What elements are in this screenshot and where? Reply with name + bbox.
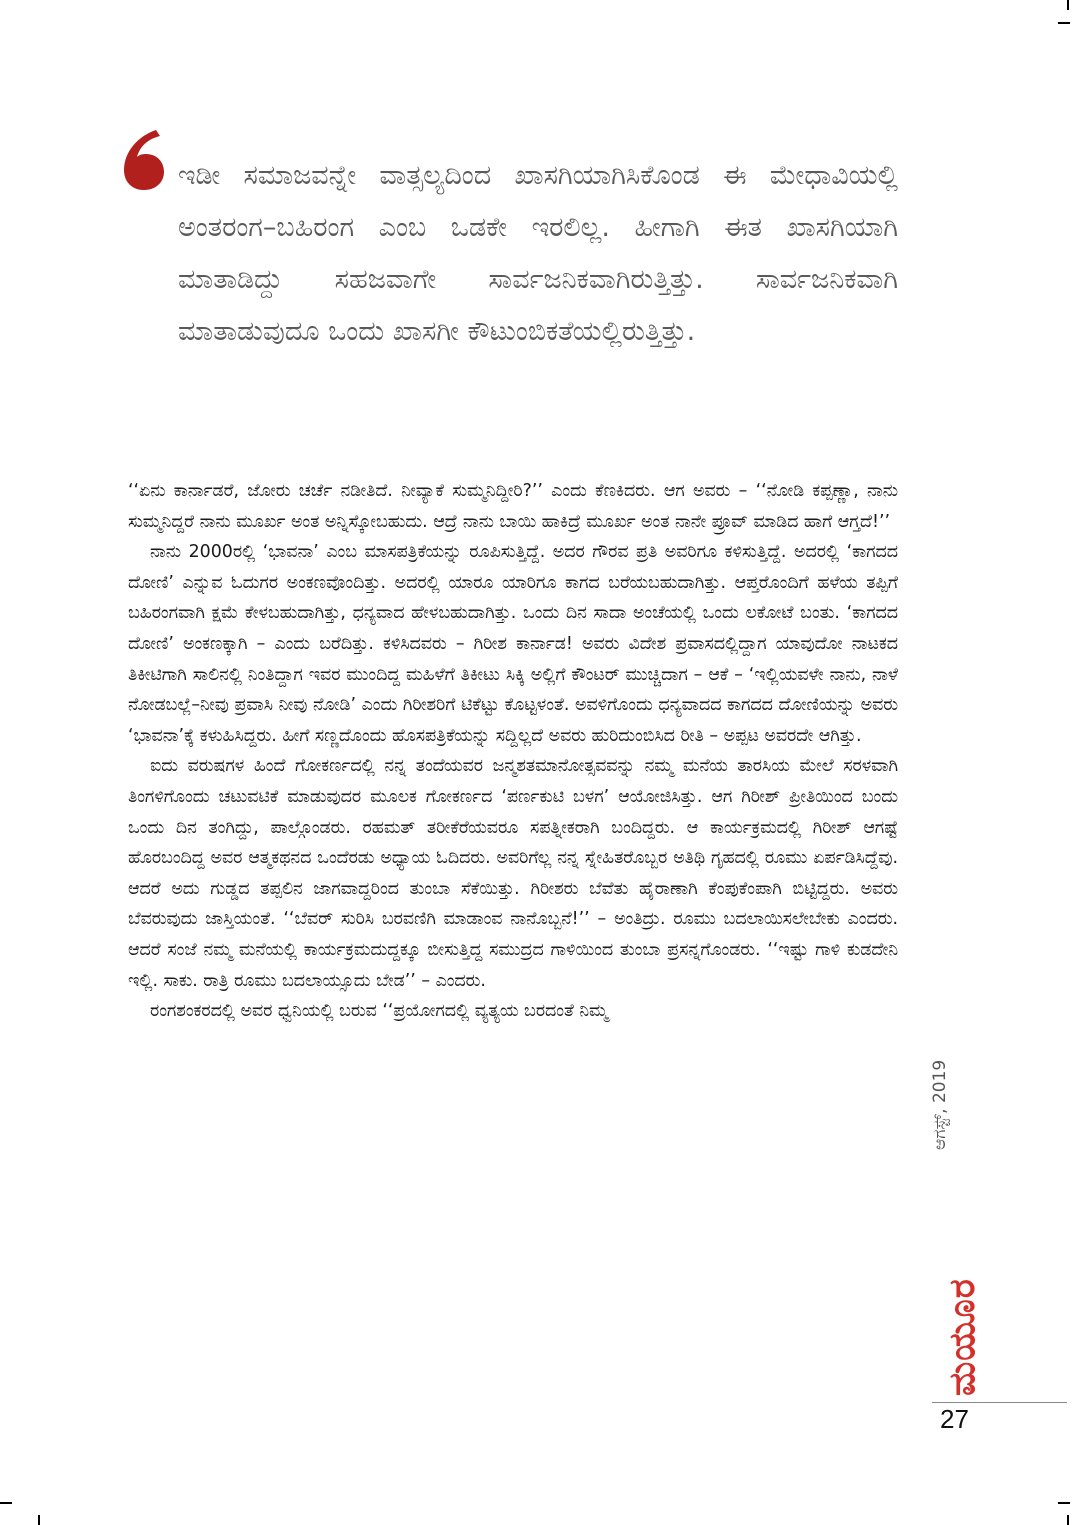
pull-quote: ಇಡೀ ಸಮಾಜವನ್ನೇ ವಾತ್ಸಲ್ಯದಿಂದ ಖಾಸಗಿಯಾಗಿಸಿಕೊಂಡ ಈ ಮೇಧಾವಿಯಲ್ಲಿ ಅಂತರಂಗ–ಬಹಿರಂಗ ಎಂಬ ಒಡಕೇ ಇರಲಿಲ್ಲ. ಹೀಗಾಗಿ ಈತ ಖಾಸಗಿಯಾಗಿ ಮಾತಾಡಿದ್ದು ಸಹಜವಾಗೇ ಸಾರ್ವಜನಿಕವಾಗಿರುತ್ತಿತ್ತು. ಸಾರ್ವಜನಿಕವಾಗಿ ಮಾತಾಡುವುದೂ ಒಂದು ಖಾಸಗೀ ಕೌಟುಂಬಿಕತೆಯಲ್ಲಿರುತ್ತಿತ್ತು. — [178, 160, 898, 347]
quote-mark-icon — [120, 128, 170, 192]
page-number: 27 — [940, 1404, 969, 1434]
crop-mark — [1067, 0, 1069, 10]
crop-mark — [1058, 1502, 1070, 1504]
issue-date: ಆಗಸ್ಟ್, 2019 — [930, 1059, 950, 1150]
crop-mark — [38, 1515, 40, 1525]
paragraph: ರಂಗಶಂಕರದಲ್ಲಿ ಅವರ ಧ್ವನಿಯಲ್ಲಿ ಬರುವ ‘‘ಪ್ರಯೋಗದಲ್ಲಿ ವ್ಯತ್ಯಯ ಬರದಂತೆ ನಿಮ್ಮ — [150, 1001, 608, 1022]
footer-rule — [932, 1402, 1067, 1403]
crop-mark — [0, 1502, 12, 1504]
paragraph: ಐದು ವರುಷಗಳ ಹಿಂದೆ ಗೋಕರ್ಣದಲ್ಲಿ ನನ್ನ ತಂದೆಯವರ ಜನ್ಮಶತಮಾನೋತ್ಸವವನ್ನು ನಮ್ಮ ಮನೆಯ ತಾರಸಿಯ ಮೇಲೆ ಸರಳವಾಗಿ ತಿಂಗಳಿಗೊಂದು ಚಟುವಟಿಕೆ ಮಾಡುವುದರ ಮೂಲಕ ಗೋಕರ್ಣದ ‘ಪರ್ಣಕುಟಿ ಬಳಗ’ ಆಯೋಜಿಸಿತ್ತು. ಆಗ ಗಿರೀಶ್ ಪ್ರೀತಿಯಿಂದ ಬಂದು ಒಂದು ದಿನ ತಂಗಿದ್ದು, ಪಾಲ್ಗೊಂಡರು. ರಹಮತ್ ತರೀಕೆರೆಯವರೂ ಸಪತ್ನೀಕರಾಗಿ ಬಂದಿದ್ದರು. ಆ ಕಾರ್ಯಕ್ರಮದಲ್ಲಿ ಗಿರೀಶ್ ಆಗಷ್ಟೆ ಹೊರಬಂದಿದ್ದ ಅವರ ಆತ್ಮಕಥನದ ಒಂದೆರಡು ಅಧ್ಯಾಯ ಓದಿದರು. ಅವರಿಗೆಲ್ಲ ನನ್ನ ಸ್ನೇಹಿತರೊಬ್ಬರ ಅತಿಥಿ ಗೃಹದಲ್ಲಿ ರೂಮು ಏರ್ಪಡಿಸಿದ್ದೆವು. ಆದರೆ ಅದು ಗುಡ್ಡದ ತಪ್ಪಲಿನ ಜಾಗವಾದ್ದರಿಂದ ತುಂಬಾ ಸೆಕೆಯಿತ್ತು. ಗಿರೀಶರು ಬೆವೆತು ಹೈರಾಣಾಗಿ ಕೆಂಪುಕೆಂಪಾಗಿ ಬಿಟ್ಟಿದ್ದರು. ಅವರು ಬೆವರುವುದು ಜಾಸ್ತಿಯಂತೆ. ‘‘ಬೆವರ್ ಸುರಿಸಿ ಬರವಣಿಗಿ ಮಾಡಾಂವ ನಾನೊಬ್ಬನೆ!’’ – ಅಂತಿದ್ರು. ರೂಮು ಬದಲಾಯಿಸಲೇಬೇಕು ಎಂದರು. ಆದರೆ ಸಂಜೆ ನಮ್ಮ ಮನೆಯಲ್ಲಿ ಕಾರ್ಯಕ್ರಮದುದ್ದಕ್ಕೂ ಬೀಸುತ್ತಿದ್ದ ಸಮುದ್ರದ ಗಾಳಿಯಿಂದ ತುಂಬಾ ಪ್ರಸನ್ನಗೊಂಡರು. ‘‘ಇಷ್ಟು ಗಾಳಿ ಕುಡದೇನಿ ಇಲ್ಲಿ. ಸಾಕು. ರಾತ್ರಿ ರೂಮು ಬದಲಾಯ್ಸೂದು ಬೇಡ’’ – ಎಂದರು. — [128, 756, 898, 991]
crop-mark — [1058, 22, 1070, 24]
paragraph: ‘‘ಏನು ಕಾರ್ನಾಡರೆ, ಜೋರು ಚರ್ಚೆ ನಡೀತಿದೆ. ನೀವ್ಯಾಕೆ ಸುಮ್ಮನಿದ್ದೀರಿ?’’ ಎಂದು ಕೆಣಕಿದರು. ಆಗ ಅವರು – ‘‘ನೋಡಿ ಕಪ್ಪಣ್ಣಾ, ನಾನು ಸುಮ್ಮನಿದ್ದರೆ ನಾನು ಮೂರ್ಖ ಅಂತ ಅನ್ನಿಸ್ಕೋಬಹುದು. ಆದ್ರೆ ನಾನು ಬಾಯಿ ಹಾಕಿದ್ರೆ ಮೂರ್ಖ ಅಂತ ನಾನೇ ಪ್ರೂವ್ ಮಾಡಿದ ಹಾಗೆ ಆಗ್ತದೆ!’’ — [128, 481, 898, 532]
magazine-masthead: ಮಯೂರ — [942, 1278, 983, 1396]
paragraph: ನಾನು 2000ರಲ್ಲಿ ‘ಭಾವನಾ’ ಎಂಬ ಮಾಸಪತ್ರಿಕೆಯನ್ನು ರೂಪಿಸುತ್ತಿದ್ದೆ. ಅದರ ಗೌರವ ಪ್ರತಿ ಅವರಿಗೂ ಕಳಿಸುತ್ತಿದ್ದೆ. ಅದರಲ್ಲಿ ‘ಕಾಗದದ ದೋಣಿ’ ಎನ್ನುವ ಓದುಗರ ಅಂಕಣವೊಂದಿತ್ತು. ಅದರಲ್ಲಿ ಯಾರೂ ಯಾರಿಗೂ ಕಾಗದ ಬರೆಯಬಹುದಾಗಿತ್ತು. ಆಪ್ತರೊಂದಿಗೆ ಹಳೆಯ ತಪ್ಪಿಗೆ ಬಹಿರಂಗವಾಗಿ ಕ್ಷಮೆ ಕೇಳಬಹುದಾಗಿತ್ತು, ಧನ್ಯವಾದ ಹೇಳಬಹುದಾಗಿತ್ತು. ಒಂದು ದಿನ ಸಾದಾ ಅಂಚೆಯಲ್ಲಿ ಒಂದು ಲಕೋಟೆ ಬಂತು. ‘ಕಾಗದದ ದೋಣಿ’ ಅಂಕಣಕ್ಕಾಗಿ – ಎಂದು ಬರೆದಿತ್ತು. ಕಳಿಸಿದವರು – ಗಿರೀಶ ಕಾರ್ನಾಡ! ಅವರು ವಿದೇಶ ಪ್ರವಾಸದಲ್ಲಿದ್ದಾಗ ಯಾವುದೋ ನಾಟಕದ ತಿಕೀಟಿಗಾಗಿ ಸಾಲಿನಲ್ಲಿ ನಿಂತಿದ್ದಾಗ ಇವರ ಮುಂದಿದ್ದ ಮಹಿಳೆಗೆ ತಿಕೀಟು ಸಿಕ್ಕಿ ಅಲ್ಲಿಗೆ ಕೌಂಟರ್ ಮುಚ್ಚಿದಾಗ – ಆಕೆ – ‘ಇಲ್ಲಿಯವಳೇ ನಾನು, ನಾಳೆ ನೋಡಬಲ್ಲೆ–ನೀವು ಪ್ರವಾಸಿ ನೀವು ನೋಡಿ’ ಎಂದು ಗಿರೀಶರಿಗೆ ಟಿಕೆಟ್ಟು ಕೊಟ್ಟಳಂತೆ. ಅವಳಿಗೊಂದು ಧನ್ಯವಾದದ ಕಾಗದದ ದೋಣಿಯನ್ನು ಅವರು ‘ಭಾವನಾ’ಕ್ಕೆ ಕಳುಹಿಸಿದ್ದರು. ಹೀಗೆ ಸಣ್ಣದೊಂದು ಹೊಸಪತ್ರಿಕೆಯನ್ನು ಸದ್ದಿಲ್ಲದೆ ಅವರು ಹುರಿದುಂಬಿಸಿದ ರೀತಿ – ಅಪ್ಪಟ ಅವರದೇ ಆಗಿತ್ತು. — [128, 542, 898, 746]
crop-mark — [1067, 1515, 1069, 1525]
article-body — [128, 476, 898, 1027]
